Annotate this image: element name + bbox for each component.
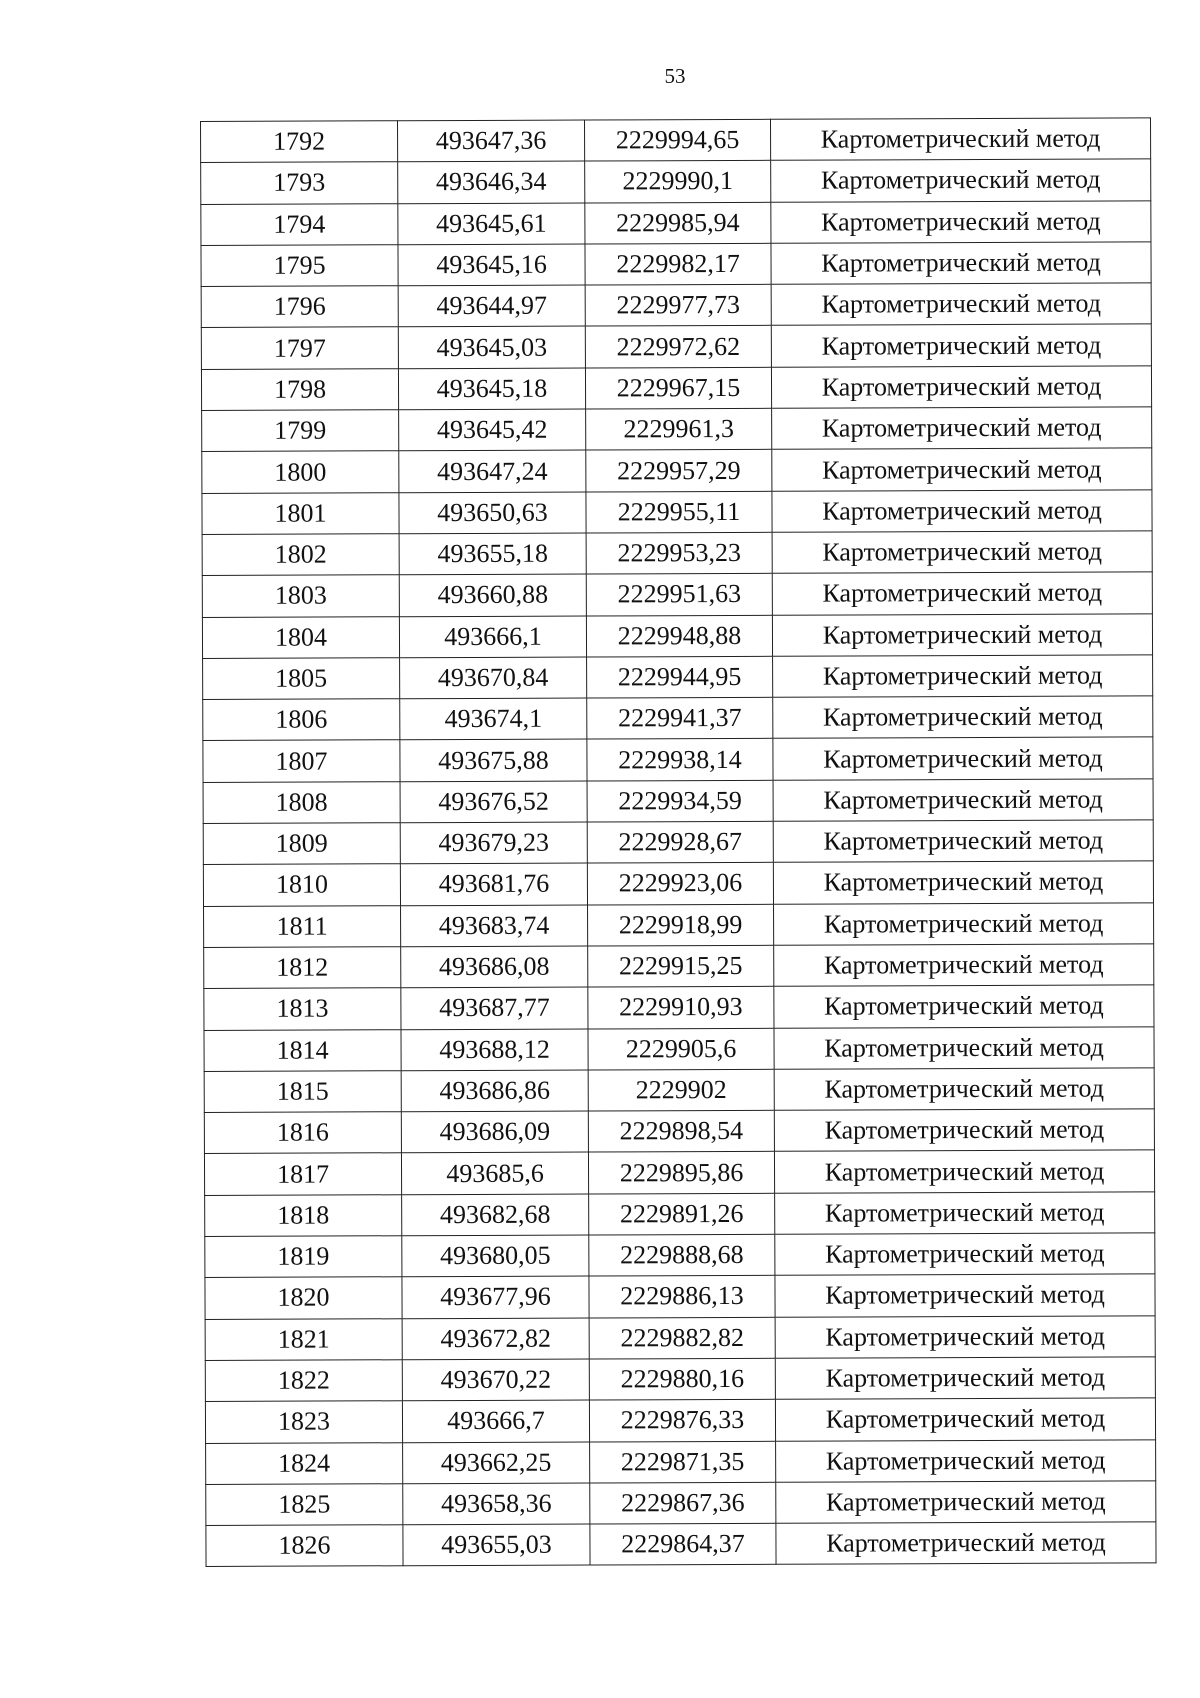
coordinate-y-cell: 2229882,82 [589,1317,775,1359]
method-cell: Картометрический метод [776,1481,1156,1524]
point-number-cell: 1810 [203,864,400,906]
coordinate-x-cell: 493686,86 [401,1070,588,1112]
coordinate-x-cell: 493680,05 [402,1235,589,1277]
point-number-cell: 1821 [205,1318,402,1360]
coordinate-x-cell: 493687,77 [401,987,588,1029]
method-cell: Картометрический метод [772,407,1152,450]
table-row [201,200,1151,245]
coordinate-x-cell: 493645,61 [398,203,585,245]
coordinate-x-cell: 493645,03 [398,327,585,369]
coordinate-x-cell: 493658,36 [403,1483,590,1525]
coordinate-y-cell: 2229955,11 [586,491,772,533]
coordinate-x-cell: 493679,23 [400,822,587,864]
table-row [206,1522,1156,1567]
method-cell: Картометрический метод [770,118,1150,161]
point-number-cell: 1807 [203,740,400,782]
coordinate-x-cell: 493644,97 [398,285,585,327]
point-number-cell: 1815 [204,1071,401,1113]
table-row [201,242,1151,287]
coordinate-y-cell: 2229967,15 [585,367,771,409]
coordinate-x-cell: 493674,1 [400,698,587,740]
coordinate-y-cell: 2229905,6 [588,1028,774,1070]
coordinates-table-body [201,118,1157,1567]
coordinate-x-cell: 493677,96 [402,1276,589,1318]
coordinate-y-cell: 2229948,88 [586,615,772,657]
point-number-cell: 1822 [205,1360,402,1402]
coordinate-y-cell: 2229876,33 [589,1400,775,1442]
coordinate-y-cell: 2229888,68 [589,1234,775,1276]
method-cell: Картометрический метод [775,1192,1155,1235]
method-cell: Картометрический метод [771,200,1151,243]
method-cell: Картометрический метод [774,1026,1154,1069]
point-number-cell: 1793 [201,162,398,204]
method-cell: Картометрический метод [774,985,1154,1028]
method-cell: Картометрический метод [773,655,1153,698]
coordinate-x-cell: 493660,88 [399,574,586,616]
method-cell: Картометрический метод [771,324,1151,367]
coordinates-table [200,117,1157,1567]
point-number-cell: 1817 [204,1153,401,1195]
method-cell: Картометрический метод [776,1522,1156,1565]
table-row [201,324,1151,369]
table-row [202,572,1152,617]
coordinate-x-cell: 493647,24 [399,450,586,492]
point-number-cell: 1797 [201,327,398,369]
table-row [203,861,1153,906]
coordinate-x-cell: 493681,76 [400,863,587,905]
method-cell: Картометрический метод [776,1439,1156,1482]
point-number-cell: 1808 [203,781,400,823]
table-row [203,737,1153,782]
coordinate-x-cell: 493666,7 [402,1400,589,1442]
coordinate-y-cell: 2229951,63 [586,574,772,616]
point-number-cell: 1803 [202,575,399,617]
point-number-cell: 1798 [201,369,398,411]
point-number-cell: 1801 [202,492,399,534]
coordinate-x-cell: 493676,52 [400,781,587,823]
coordinate-x-cell: 493645,16 [398,244,585,286]
method-cell: Картометрический метод [771,242,1151,285]
method-cell: Картометрический метод [775,1357,1155,1400]
method-cell: Картометрический метод [774,1109,1154,1152]
coordinate-x-cell: 493675,88 [400,739,587,781]
coordinate-x-cell: 493670,84 [400,657,587,699]
point-number-cell: 1814 [204,1029,401,1071]
method-cell: Картометрический метод [774,902,1154,945]
coordinate-x-cell: 493645,18 [398,368,585,410]
coordinate-y-cell: 2229915,25 [588,945,774,987]
page-number: 53 [664,64,686,88]
table-row [204,902,1154,947]
coordinate-x-cell: 493686,08 [401,946,588,988]
coordinate-y-cell: 2229961,3 [586,408,772,450]
coordinate-y-cell: 2229886,13 [589,1276,775,1318]
coordinate-x-cell: 493682,68 [402,1194,589,1236]
coordinate-y-cell: 2229902 [588,1069,774,1111]
point-number-cell: 1805 [203,658,400,700]
coordinate-y-cell: 2229977,73 [585,284,771,326]
coordinate-x-cell: 493645,42 [399,409,586,451]
method-cell: Картометрический метод [772,572,1152,615]
method-cell: Картометрический метод [775,1315,1155,1358]
coordinate-y-cell: 2229891,26 [589,1193,775,1235]
table-row [202,448,1152,493]
point-number-cell: 1823 [205,1401,402,1443]
coordinate-y-cell: 2229938,14 [587,739,773,781]
method-cell: Картометрический метод [775,1233,1155,1276]
coordinate-y-cell: 2229880,16 [589,1358,775,1400]
method-cell: Картометрический метод [772,448,1152,491]
coordinate-x-cell: 493650,63 [399,492,586,534]
point-number-cell: 1824 [206,1442,403,1484]
coordinate-y-cell: 2229867,36 [590,1482,776,1524]
method-cell: Картометрический метод [771,159,1151,202]
point-number-cell: 1816 [204,1112,401,1154]
coordinate-y-cell: 2229918,99 [588,904,774,946]
method-cell: Картометрический метод [773,737,1153,780]
coordinate-y-cell: 2229994,65 [584,119,770,161]
point-number-cell: 1806 [203,699,400,741]
table-row [204,1026,1154,1071]
coordinate-x-cell: 493672,82 [402,1318,589,1360]
coordinate-x-cell: 493655,18 [399,533,586,575]
table-row [203,696,1153,741]
table-row [202,407,1152,452]
method-cell: Картометрический метод [773,779,1153,822]
coordinate-x-cell: 493655,03 [403,1524,590,1566]
table-row [204,944,1154,989]
coordinate-y-cell: 2229972,62 [585,326,771,368]
coordinate-y-cell: 2229982,17 [585,243,771,285]
coordinate-y-cell: 2229871,35 [590,1441,776,1483]
table-row [203,655,1153,700]
method-cell: Картометрический метод [773,861,1153,904]
method-cell: Картометрический метод [774,1150,1154,1193]
coordinate-y-cell: 2229990,1 [585,161,771,203]
coordinate-y-cell: 2229910,93 [588,987,774,1029]
table-row [203,779,1153,824]
point-number-cell: 1804 [202,616,399,658]
point-number-cell: 1802 [202,534,399,576]
point-number-cell: 1809 [203,823,400,865]
table-row [202,490,1152,535]
point-number-cell: 1795 [201,245,398,287]
table-row [202,531,1152,576]
coordinate-x-cell: 493685,6 [401,1152,588,1194]
method-cell: Картометрический метод [773,696,1153,739]
table-row [205,1233,1155,1278]
method-cell: Картометрический метод [775,1398,1155,1441]
method-cell: Картометрический метод [774,1068,1154,1111]
point-number-cell: 1794 [201,203,398,245]
table-row [206,1481,1156,1526]
table-row [206,1439,1156,1484]
table-row [202,613,1152,658]
method-cell: Картометрический метод [771,283,1151,326]
point-number-cell: 1792 [201,121,398,163]
coordinate-x-cell: 493670,22 [402,1359,589,1401]
coordinate-x-cell: 493646,34 [398,161,585,203]
coordinate-x-cell: 493683,74 [401,905,588,947]
coordinate-y-cell: 2229953,23 [586,532,772,574]
coordinate-y-cell: 2229898,54 [588,1110,774,1152]
table-row [205,1274,1155,1319]
table-row [201,159,1151,204]
point-number-cell: 1796 [201,286,398,328]
method-cell: Картометрический метод [775,1274,1155,1317]
point-number-cell: 1812 [204,947,401,989]
table-row [205,1192,1155,1237]
table-row [204,1068,1154,1113]
table-row [204,985,1154,1030]
method-cell: Картометрический метод [774,944,1154,987]
coordinate-x-cell: 493647,36 [398,120,585,162]
method-cell: Картометрический метод [772,490,1152,533]
coordinate-y-cell: 2229923,06 [587,863,773,905]
point-number-cell: 1799 [202,410,399,452]
point-number-cell: 1820 [205,1277,402,1319]
coordinate-y-cell: 2229864,37 [590,1523,776,1565]
table-row [205,1315,1155,1360]
coordinate-y-cell: 2229957,29 [586,450,772,492]
table-row [205,1357,1155,1402]
point-number-cell: 1826 [206,1525,403,1567]
coordinate-x-cell: 493686,09 [401,1111,588,1153]
coordinate-x-cell: 493662,25 [403,1442,590,1484]
coordinate-y-cell: 2229934,59 [587,780,773,822]
table-row [201,283,1151,328]
method-cell: Картометрический метод [772,613,1152,656]
point-number-cell: 1800 [202,451,399,493]
table-row [201,118,1151,163]
point-number-cell: 1818 [205,1194,402,1236]
coordinate-y-cell: 2229985,94 [585,202,771,244]
table-row [201,366,1151,411]
table-row [205,1398,1155,1443]
method-cell: Картометрический метод [773,820,1153,863]
coordinates-table-container [200,117,1157,1567]
coordinate-y-cell: 2229944,95 [587,656,773,698]
point-number-cell: 1813 [204,988,401,1030]
table-row [204,1109,1154,1154]
coordinate-y-cell: 2229941,37 [587,697,773,739]
method-cell: Картометрический метод [771,366,1151,409]
coordinate-y-cell: 2229895,86 [588,1152,774,1194]
coordinate-x-cell: 493688,12 [401,1029,588,1071]
table-row [204,1150,1154,1195]
table-row [203,820,1153,865]
coordinate-y-cell: 2229928,67 [587,821,773,863]
method-cell: Картометрический метод [772,531,1152,574]
coordinate-x-cell: 493666,1 [399,616,586,658]
point-number-cell: 1819 [205,1236,402,1278]
point-number-cell: 1811 [204,905,401,947]
point-number-cell: 1825 [206,1484,403,1526]
